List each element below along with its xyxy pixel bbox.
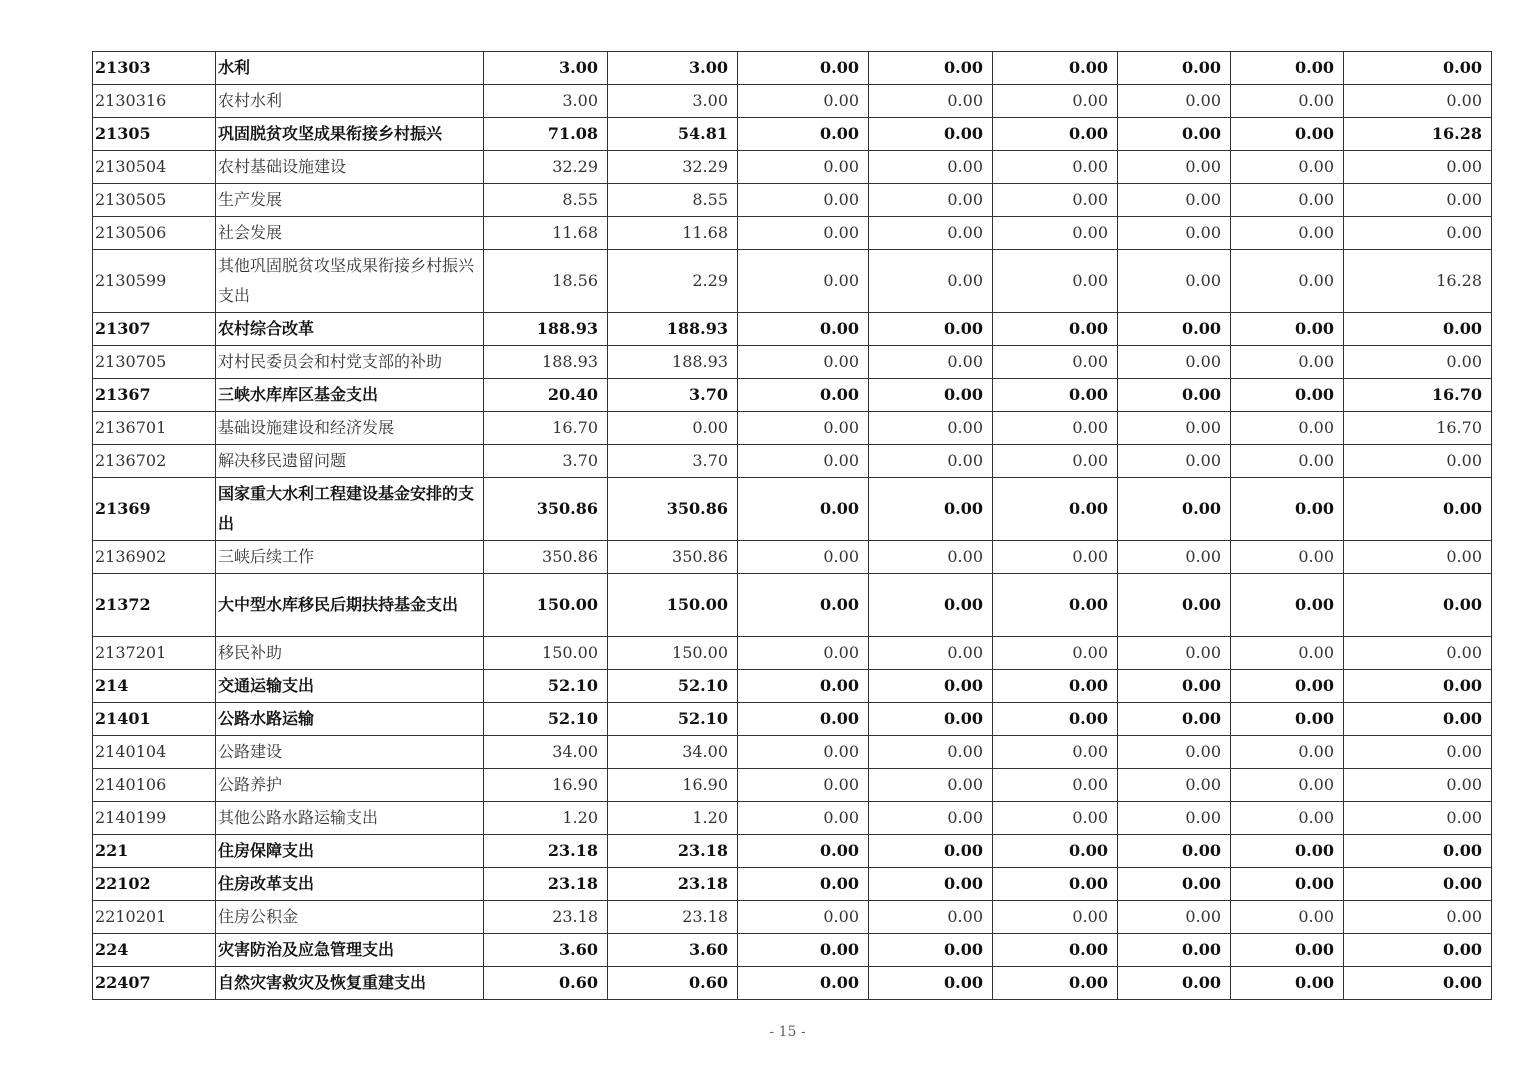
amount-cell: 0.00 [1118, 52, 1231, 85]
amount-cell: 52.10 [608, 670, 738, 703]
amount-cell: 0.00 [738, 670, 869, 703]
amount-cell: 0.00 [1344, 541, 1492, 574]
amount-cell: 0.00 [1118, 184, 1231, 217]
amount-cell: 0.00 [993, 703, 1118, 736]
table-row [93, 412, 1492, 445]
amount-cell: 23.18 [484, 901, 608, 934]
subject-name-cell: 三峡后续工作 [216, 541, 484, 574]
amount-cell: 0.00 [1118, 151, 1231, 184]
amount-cell: 188.93 [484, 313, 608, 346]
table-row [93, 478, 1492, 541]
amount-cell: 0.00 [1118, 802, 1231, 835]
amount-cell: 0.00 [869, 868, 993, 901]
amount-cell: 0.00 [738, 379, 869, 412]
amount-cell: 0.00 [993, 52, 1118, 85]
amount-cell: 0.00 [869, 184, 993, 217]
amount-cell: 16.28 [1344, 250, 1492, 313]
amount-cell: 150.00 [608, 637, 738, 670]
amount-cell: 0.00 [1118, 313, 1231, 346]
subject-code-cell: 2136702 [93, 445, 216, 478]
amount-cell: 3.00 [484, 85, 608, 118]
amount-cell: 16.90 [608, 769, 738, 802]
amount-cell: 0.00 [1344, 52, 1492, 85]
amount-cell: 3.70 [484, 445, 608, 478]
amount-cell: 0.00 [869, 703, 993, 736]
amount-cell: 0.00 [738, 802, 869, 835]
amount-cell: 34.00 [608, 736, 738, 769]
amount-cell: 0.00 [738, 184, 869, 217]
amount-cell: 11.68 [484, 217, 608, 250]
subject-name-cell: 公路养护 [216, 769, 484, 802]
amount-cell: 0.00 [1118, 967, 1231, 1000]
amount-cell: 0.00 [869, 769, 993, 802]
amount-cell: 0.00 [1231, 478, 1344, 541]
amount-cell: 0.00 [1118, 835, 1231, 868]
amount-cell: 0.00 [1344, 736, 1492, 769]
amount-cell: 0.00 [1231, 250, 1344, 313]
table-row [93, 637, 1492, 670]
amount-cell: 0.00 [738, 478, 869, 541]
amount-cell: 0.00 [993, 217, 1118, 250]
table-row [93, 574, 1492, 637]
subject-name-cell: 住房公积金 [216, 901, 484, 934]
amount-cell: 0.00 [1231, 901, 1344, 934]
amount-cell: 0.00 [993, 901, 1118, 934]
amount-cell: 0.00 [993, 802, 1118, 835]
budget-table [92, 51, 1492, 1000]
amount-cell: 0.00 [608, 412, 738, 445]
amount-cell: 0.00 [1118, 85, 1231, 118]
amount-cell: 0.00 [993, 445, 1118, 478]
table-row [93, 541, 1492, 574]
subject-code-cell: 2130504 [93, 151, 216, 184]
amount-cell: 0.00 [738, 445, 869, 478]
amount-cell: 0.00 [738, 934, 869, 967]
amount-cell: 23.18 [608, 868, 738, 901]
amount-cell: 0.00 [1118, 769, 1231, 802]
subject-name-cell: 农村综合改革 [216, 313, 484, 346]
subject-code-cell: 224 [93, 934, 216, 967]
amount-cell: 0.00 [993, 967, 1118, 1000]
amount-cell: 0.00 [869, 967, 993, 1000]
subject-code-cell: 2130705 [93, 346, 216, 379]
table-row [93, 967, 1492, 1000]
amount-cell: 0.00 [1118, 412, 1231, 445]
amount-cell: 0.00 [993, 250, 1118, 313]
amount-cell: 0.00 [1118, 445, 1231, 478]
subject-name-cell: 其他巩固脱贫攻坚成果衔接乡村振兴支出 [216, 250, 484, 313]
amount-cell: 3.70 [608, 379, 738, 412]
amount-cell: 0.00 [1118, 736, 1231, 769]
amount-cell: 0.00 [993, 670, 1118, 703]
subject-name-cell: 基础设施建设和经济发展 [216, 412, 484, 445]
amount-cell: 0.00 [738, 52, 869, 85]
amount-cell: 0.00 [738, 118, 869, 151]
subject-name-cell: 巩固脱贫攻坚成果衔接乡村振兴 [216, 118, 484, 151]
amount-cell: 188.93 [608, 346, 738, 379]
table-row [93, 379, 1492, 412]
amount-cell: 0.00 [1344, 901, 1492, 934]
amount-cell: 0.00 [1344, 184, 1492, 217]
amount-cell: 0.00 [993, 478, 1118, 541]
subject-code-cell: 2130506 [93, 217, 216, 250]
amount-cell: 0.00 [1231, 118, 1344, 151]
amount-cell: 0.00 [1118, 217, 1231, 250]
amount-cell: 0.00 [1231, 541, 1344, 574]
table-row [93, 670, 1492, 703]
table-row [93, 118, 1492, 151]
amount-cell: 0.00 [869, 478, 993, 541]
amount-cell: 0.00 [1231, 967, 1344, 1000]
subject-code-cell: 2140106 [93, 769, 216, 802]
table-row [93, 769, 1492, 802]
amount-cell: 11.68 [608, 217, 738, 250]
amount-cell: 16.70 [1344, 412, 1492, 445]
amount-cell: 0.00 [738, 868, 869, 901]
amount-cell: 23.18 [484, 835, 608, 868]
amount-cell: 0.00 [1231, 574, 1344, 637]
amount-cell: 0.00 [869, 901, 993, 934]
amount-cell: 1.20 [608, 802, 738, 835]
amount-cell: 0.00 [738, 85, 869, 118]
subject-code-cell: 221 [93, 835, 216, 868]
subject-code-cell: 21367 [93, 379, 216, 412]
amount-cell: 3.00 [608, 52, 738, 85]
subject-code-cell: 21303 [93, 52, 216, 85]
amount-cell: 0.00 [738, 967, 869, 1000]
table-row [93, 901, 1492, 934]
amount-cell: 0.00 [1231, 346, 1344, 379]
amount-cell: 0.00 [869, 379, 993, 412]
amount-cell: 0.00 [1344, 478, 1492, 541]
amount-cell: 0.00 [1344, 217, 1492, 250]
amount-cell: 32.29 [484, 151, 608, 184]
subject-name-cell: 公路建设 [216, 736, 484, 769]
amount-cell: 0.00 [1231, 313, 1344, 346]
amount-cell: 150.00 [484, 637, 608, 670]
table-row [93, 346, 1492, 379]
amount-cell: 0.00 [1118, 574, 1231, 637]
amount-cell: 350.86 [484, 478, 608, 541]
amount-cell: 0.00 [738, 703, 869, 736]
subject-code-cell: 22407 [93, 967, 216, 1000]
amount-cell: 71.08 [484, 118, 608, 151]
amount-cell: 0.00 [1118, 703, 1231, 736]
amount-cell: 0.00 [1118, 541, 1231, 574]
amount-cell: 23.18 [608, 901, 738, 934]
amount-cell: 350.86 [608, 541, 738, 574]
amount-cell: 0.00 [993, 541, 1118, 574]
table-row [93, 217, 1492, 250]
amount-cell: 0.00 [1231, 769, 1344, 802]
amount-cell: 0.00 [1118, 934, 1231, 967]
amount-cell: 0.00 [993, 769, 1118, 802]
amount-cell: 0.00 [738, 250, 869, 313]
amount-cell: 0.00 [1231, 217, 1344, 250]
amount-cell: 0.00 [869, 736, 993, 769]
amount-cell: 34.00 [484, 736, 608, 769]
subject-name-cell: 大中型水库移民后期扶持基金支出 [216, 574, 484, 637]
amount-cell: 188.93 [608, 313, 738, 346]
subject-code-cell: 214 [93, 670, 216, 703]
amount-cell: 0.60 [484, 967, 608, 1000]
amount-cell: 0.00 [993, 637, 1118, 670]
subject-code-cell: 2137201 [93, 637, 216, 670]
amount-cell: 1.20 [484, 802, 608, 835]
table-row [93, 250, 1492, 313]
amount-cell: 0.00 [993, 85, 1118, 118]
subject-name-cell: 灾害防治及应急管理支出 [216, 934, 484, 967]
amount-cell: 0.00 [869, 52, 993, 85]
amount-cell: 0.00 [1344, 835, 1492, 868]
amount-cell: 0.00 [1231, 868, 1344, 901]
amount-cell: 0.00 [1231, 412, 1344, 445]
subject-name-cell: 对村民委员会和村党支部的补助 [216, 346, 484, 379]
amount-cell: 0.00 [1344, 934, 1492, 967]
amount-cell: 3.60 [484, 934, 608, 967]
amount-cell: 52.10 [608, 703, 738, 736]
table-row [93, 151, 1492, 184]
table-row [93, 313, 1492, 346]
amount-cell: 0.00 [993, 151, 1118, 184]
subject-code-cell: 21305 [93, 118, 216, 151]
amount-cell: 32.29 [608, 151, 738, 184]
subject-name-cell: 生产发展 [216, 184, 484, 217]
amount-cell: 0.00 [1344, 802, 1492, 835]
table-row [93, 703, 1492, 736]
amount-cell: 16.70 [484, 412, 608, 445]
subject-name-cell: 农村基础设施建设 [216, 151, 484, 184]
table-row [93, 835, 1492, 868]
amount-cell: 23.18 [484, 868, 608, 901]
amount-cell: 0.00 [869, 835, 993, 868]
amount-cell: 0.00 [1231, 52, 1344, 85]
amount-cell: 0.00 [738, 769, 869, 802]
amount-cell: 0.00 [1231, 445, 1344, 478]
amount-cell: 52.10 [484, 670, 608, 703]
subject-name-cell: 住房改革支出 [216, 868, 484, 901]
amount-cell: 0.00 [993, 118, 1118, 151]
amount-cell: 0.00 [1118, 868, 1231, 901]
amount-cell: 0.00 [738, 736, 869, 769]
amount-cell: 0.00 [993, 346, 1118, 379]
amount-cell: 0.00 [1344, 151, 1492, 184]
subject-code-cell: 2130599 [93, 250, 216, 313]
subject-name-cell: 公路水路运输 [216, 703, 484, 736]
amount-cell: 3.00 [484, 52, 608, 85]
amount-cell: 0.00 [1231, 85, 1344, 118]
amount-cell: 150.00 [484, 574, 608, 637]
amount-cell: 0.00 [1344, 445, 1492, 478]
amount-cell: 0.00 [869, 670, 993, 703]
amount-cell: 0.00 [1231, 670, 1344, 703]
amount-cell: 0.00 [1231, 703, 1344, 736]
amount-cell: 0.00 [738, 637, 869, 670]
amount-cell: 350.86 [608, 478, 738, 541]
amount-cell: 0.00 [738, 835, 869, 868]
amount-cell: 0.00 [869, 934, 993, 967]
subject-name-cell: 移民补助 [216, 637, 484, 670]
table-row [93, 85, 1492, 118]
subject-code-cell: 2140199 [93, 802, 216, 835]
amount-cell: 0.00 [738, 412, 869, 445]
amount-cell: 0.00 [738, 901, 869, 934]
amount-cell: 0.00 [993, 868, 1118, 901]
amount-cell: 0.00 [869, 574, 993, 637]
amount-cell: 0.00 [993, 313, 1118, 346]
amount-cell: 0.00 [1344, 574, 1492, 637]
amount-cell: 0.00 [1344, 703, 1492, 736]
table-row [93, 445, 1492, 478]
amount-cell: 0.00 [738, 217, 869, 250]
subject-code-cell: 21372 [93, 574, 216, 637]
amount-cell: 52.10 [484, 703, 608, 736]
amount-cell: 0.00 [869, 313, 993, 346]
amount-cell: 0.00 [993, 835, 1118, 868]
subject-name-cell: 国家重大水利工程建设基金安排的支出 [216, 478, 484, 541]
amount-cell: 0.00 [1231, 736, 1344, 769]
amount-cell: 0.00 [993, 736, 1118, 769]
amount-cell: 0.00 [869, 85, 993, 118]
table-row [93, 184, 1492, 217]
amount-cell: 0.00 [1344, 313, 1492, 346]
subject-name-cell: 水利 [216, 52, 484, 85]
amount-cell: 0.00 [869, 118, 993, 151]
subject-code-cell: 2130505 [93, 184, 216, 217]
amount-cell: 54.81 [608, 118, 738, 151]
subject-code-cell: 2130316 [93, 85, 216, 118]
amount-cell: 0.60 [608, 967, 738, 1000]
amount-cell: 0.00 [1231, 151, 1344, 184]
amount-cell: 0.00 [1118, 670, 1231, 703]
subject-name-cell: 农村水利 [216, 85, 484, 118]
subject-code-cell: 21401 [93, 703, 216, 736]
amount-cell: 0.00 [1118, 346, 1231, 379]
subject-name-cell: 解决移民遗留问题 [216, 445, 484, 478]
amount-cell: 0.00 [993, 574, 1118, 637]
amount-cell: 0.00 [1231, 637, 1344, 670]
amount-cell: 0.00 [738, 151, 869, 184]
amount-cell: 188.93 [484, 346, 608, 379]
amount-cell: 0.00 [738, 541, 869, 574]
page-number: - 15 - [769, 1024, 806, 1040]
amount-cell: 0.00 [1118, 379, 1231, 412]
amount-cell: 0.00 [1118, 637, 1231, 670]
amount-cell: 16.90 [484, 769, 608, 802]
amount-cell: 3.60 [608, 934, 738, 967]
amount-cell: 0.00 [869, 445, 993, 478]
subject-code-cell: 22102 [93, 868, 216, 901]
table-row [93, 52, 1492, 85]
subject-code-cell: 2136902 [93, 541, 216, 574]
table-row [93, 934, 1492, 967]
amount-cell: 350.86 [484, 541, 608, 574]
amount-cell: 0.00 [1344, 637, 1492, 670]
amount-cell: 0.00 [869, 346, 993, 379]
amount-cell: 0.00 [1231, 934, 1344, 967]
amount-cell: 16.70 [1344, 379, 1492, 412]
amount-cell: 0.00 [1231, 184, 1344, 217]
amount-cell: 0.00 [869, 637, 993, 670]
amount-cell: 0.00 [1344, 967, 1492, 1000]
amount-cell: 2.29 [608, 250, 738, 313]
amount-cell: 0.00 [1231, 802, 1344, 835]
subject-name-cell: 其他公路水路运输支出 [216, 802, 484, 835]
table-row [93, 736, 1492, 769]
amount-cell: 0.00 [869, 541, 993, 574]
subject-code-cell: 2210201 [93, 901, 216, 934]
amount-cell: 0.00 [869, 802, 993, 835]
amount-cell: 3.00 [608, 85, 738, 118]
subject-name-cell: 三峡水库库区基金支出 [216, 379, 484, 412]
amount-cell: 0.00 [1344, 670, 1492, 703]
subject-name-cell: 社会发展 [216, 217, 484, 250]
amount-cell: 0.00 [738, 346, 869, 379]
subject-name-cell: 交通运输支出 [216, 670, 484, 703]
amount-cell: 0.00 [869, 217, 993, 250]
amount-cell: 0.00 [1344, 868, 1492, 901]
subject-code-cell: 21307 [93, 313, 216, 346]
amount-cell: 16.28 [1344, 118, 1492, 151]
amount-cell: 0.00 [738, 574, 869, 637]
amount-cell: 0.00 [993, 379, 1118, 412]
amount-cell: 150.00 [608, 574, 738, 637]
amount-cell: 0.00 [1118, 901, 1231, 934]
amount-cell: 0.00 [993, 934, 1118, 967]
table-row [93, 868, 1492, 901]
amount-cell: 8.55 [608, 184, 738, 217]
amount-cell: 0.00 [993, 184, 1118, 217]
amount-cell: 0.00 [1231, 379, 1344, 412]
amount-cell: 0.00 [1344, 769, 1492, 802]
amount-cell: 0.00 [1344, 346, 1492, 379]
amount-cell: 8.55 [484, 184, 608, 217]
amount-cell: 23.18 [608, 835, 738, 868]
amount-cell: 0.00 [738, 313, 869, 346]
amount-cell: 0.00 [869, 250, 993, 313]
amount-cell: 3.70 [608, 445, 738, 478]
amount-cell: 0.00 [1231, 835, 1344, 868]
subject-code-cell: 2136701 [93, 412, 216, 445]
table-body [93, 52, 1492, 1000]
amount-cell: 18.56 [484, 250, 608, 313]
amount-cell: 0.00 [869, 151, 993, 184]
subject-name-cell: 自然灾害救灾及恢复重建支出 [216, 967, 484, 1000]
subject-name-cell: 住房保障支出 [216, 835, 484, 868]
amount-cell: 0.00 [869, 412, 993, 445]
amount-cell: 0.00 [1344, 85, 1492, 118]
amount-cell: 0.00 [1118, 250, 1231, 313]
amount-cell: 20.40 [484, 379, 608, 412]
table-row [93, 802, 1492, 835]
amount-cell: 0.00 [993, 412, 1118, 445]
amount-cell: 0.00 [1118, 478, 1231, 541]
subject-code-cell: 2140104 [93, 736, 216, 769]
amount-cell: 0.00 [1118, 118, 1231, 151]
subject-code-cell: 21369 [93, 478, 216, 541]
